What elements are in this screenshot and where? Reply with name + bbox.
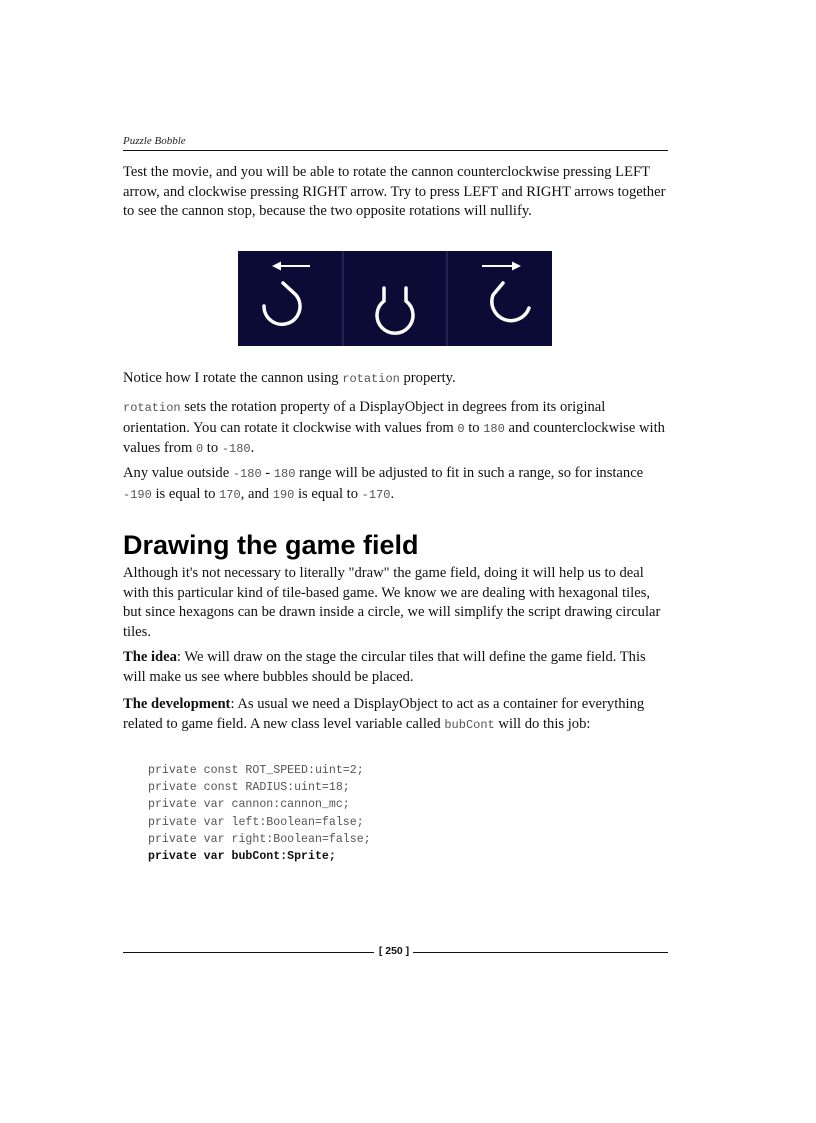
cannon-center-icon	[377, 288, 413, 333]
cannon-rotation-figure	[238, 251, 552, 346]
cannon-centered-panel	[377, 288, 413, 333]
paragraph-test-movie: Test the movie, and you will be able to rotate the cannon counterclockwise pressing LEFT arrow, and clockwise pressing RIGHT arrow. Try to press LEFT and RIGHT arrows together to see the cannon stop, because the two opposite rotations will nullify.	[123, 164, 666, 219]
page-footer	[123, 944, 668, 962]
code-line: private var cannon:cannon_mc;	[148, 798, 350, 812]
code-line: private const RADIUS:uint=18;	[148, 781, 350, 795]
paragraph-the-development: The development: As usual we need a DisplayObject to act as a container for everything related to game field. A new class level variable called bubCont will do this job:	[123, 696, 645, 732]
paragraph-the-idea: The idea: We will draw on the stage the circular tiles that will define the game field. This will make us see where bubbles should be placed.	[123, 649, 646, 685]
code-line: private var left:Boolean=false;	[148, 815, 364, 829]
page-number: [ 250 ]	[378, 945, 410, 957]
paragraph-game-field-intro: Although it's not necessary to literally "draw" the game field, doing it will help us to deal with this particular kind of tile-based game. We know we are dealing with hexagonal tiles, but since hexagons can be drawn inside a circle, we will simplify the script drawing circular tiles.	[123, 565, 661, 640]
paragraph-range-adjust: Any value outside -180 - 180 range will be adjusted to fit in such a range, so for instance -190 is equal to 170, and 190 is equal to -170.	[123, 465, 644, 502]
code-line: private var right:Boolean=false;	[148, 832, 371, 846]
cannon-rotation-svg	[238, 251, 552, 346]
arrow-right-icon	[482, 262, 521, 271]
cannon-rotated-left-panel	[264, 262, 310, 325]
code-line-highlighted: private var bubCont:Sprite;	[148, 850, 336, 864]
code-line: private const ROT_SPEED:uint=2;	[148, 764, 364, 777]
footer-rule-left	[123, 952, 374, 953]
cannon-right-icon	[492, 283, 529, 321]
cannon-rotated-right-panel	[482, 262, 529, 321]
header-rule	[123, 150, 668, 151]
arrow-left-icon	[272, 262, 310, 271]
section-heading: Drawing the game field	[123, 530, 419, 560]
cannon-left-icon	[264, 283, 300, 324]
code-block	[148, 762, 648, 865]
footer-rule-right	[413, 952, 668, 953]
paragraph-rotation-property: rotation sets the rotation property of a DisplayObject in degrees from its original orientation. You can rotate it clockwise with values from 0 to 180 and counterclockwise with values from 0 to -180.	[123, 399, 665, 456]
paragraph-rotation-note: Notice how I rotate the cannon using rotation property.	[123, 370, 456, 386]
running-head: Puzzle Bobble	[123, 135, 186, 147]
